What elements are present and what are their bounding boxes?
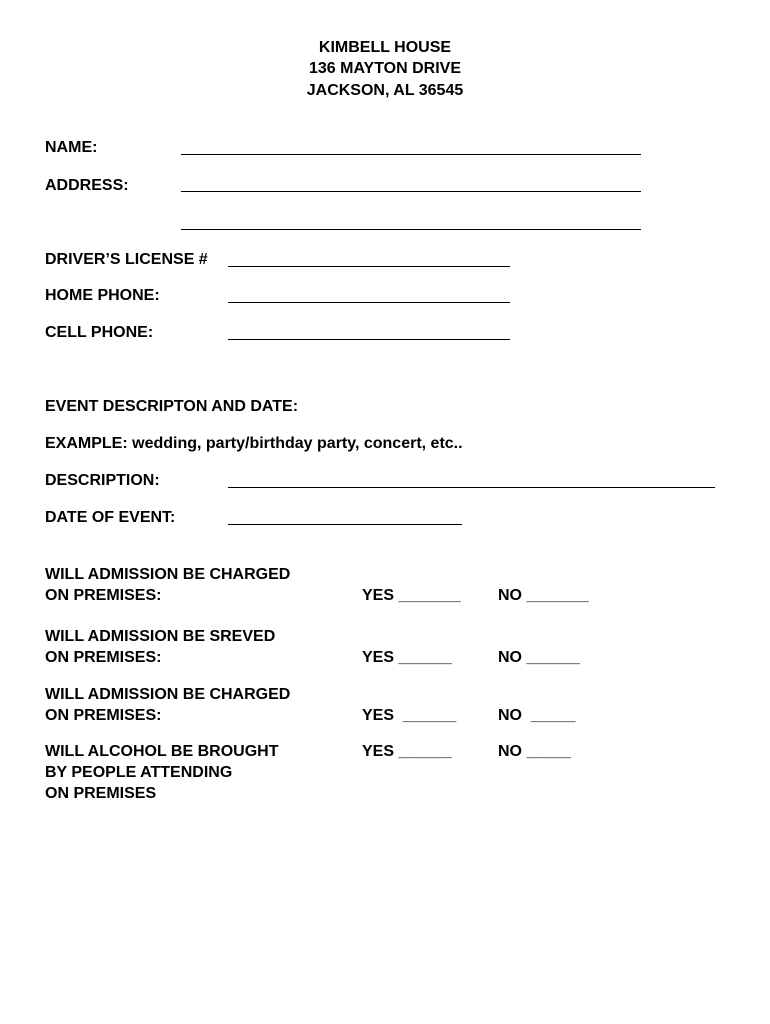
- question-3-no[interactable]: NO _____: [498, 707, 576, 724]
- question-1-line-2: ON PREMISES:: [45, 587, 162, 604]
- cell-phone-label: CELL PHONE:: [45, 324, 154, 341]
- name-label: NAME:: [45, 139, 98, 156]
- date-line[interactable]: [228, 524, 462, 525]
- question-2-line-1: WILL ADMISSION BE SREVED: [45, 628, 276, 645]
- address-line-1[interactable]: [181, 191, 641, 192]
- home-phone-line[interactable]: [228, 302, 510, 303]
- venue-street: 136 MAYTON DRIVE: [308, 60, 462, 77]
- question-4-line-3: ON PREMISES: [45, 785, 157, 802]
- license-line[interactable]: [228, 266, 510, 267]
- question-4-yes[interactable]: YES ______: [362, 743, 452, 760]
- question-4-line-1: WILL ALCOHOL BE BROUGHT: [45, 743, 279, 760]
- description-label: DESCRIPTION:: [45, 472, 160, 489]
- question-2-yes[interactable]: YES ______: [362, 649, 452, 666]
- question-3-line-2: ON PREMISES:: [45, 707, 162, 724]
- event-example: EXAMPLE: wedding, party/birthday party, concert, etc..: [45, 435, 463, 452]
- question-2-no[interactable]: NO ______: [498, 649, 580, 666]
- question-3-line-1: WILL ADMISSION BE CHARGED: [45, 686, 291, 703]
- date-label: DATE OF EVENT:: [45, 509, 176, 526]
- question-4-no[interactable]: NO _____: [498, 743, 571, 760]
- question-2-line-2: ON PREMISES:: [45, 649, 162, 666]
- event-heading: EVENT DESCRIPTON AND DATE:: [45, 398, 299, 415]
- question-1-yes[interactable]: YES _______: [362, 587, 461, 604]
- question-3-yes[interactable]: YES ______: [362, 707, 457, 724]
- venue-city: JACKSON, AL 36545: [306, 82, 464, 99]
- venue-name: KIMBELL HOUSE: [318, 39, 452, 56]
- home-phone-label: HOME PHONE:: [45, 287, 160, 304]
- address-label: ADDRESS:: [45, 177, 129, 194]
- name-line[interactable]: [181, 154, 641, 155]
- question-4-line-2: BY PEOPLE ATTENDING: [45, 764, 233, 781]
- cell-phone-line[interactable]: [228, 339, 510, 340]
- address-line-2[interactable]: [181, 229, 641, 230]
- question-1-line-1: WILL ADMISSION BE CHARGED: [45, 566, 291, 583]
- question-1-no[interactable]: NO _______: [498, 587, 589, 604]
- description-line[interactable]: [228, 487, 715, 488]
- license-label: DRIVER’S LICENSE #: [45, 251, 208, 268]
